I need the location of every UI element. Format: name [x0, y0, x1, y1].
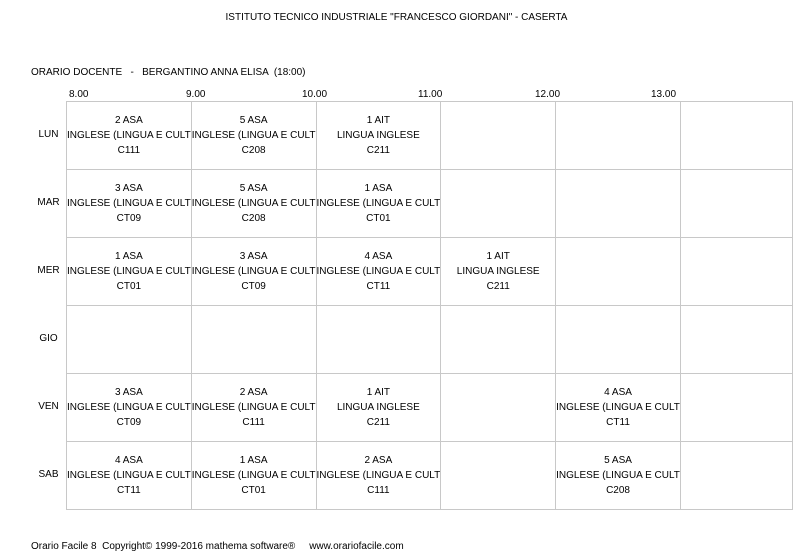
room-code: C111	[117, 145, 141, 156]
lesson-cell	[67, 374, 192, 442]
subject-name: INGLESE (LINGUA E CULT	[191, 130, 316, 141]
day-label: LUN	[38, 129, 59, 140]
empty-cell	[680, 306, 792, 374]
subject-name: INGLESE (LINGUA E CULT	[67, 266, 191, 277]
class-code: 5 ASA	[604, 455, 632, 466]
day-label: VEN	[38, 401, 59, 412]
class-code: 4 ASA	[604, 387, 632, 398]
day-label: SAB	[38, 469, 59, 480]
room-code: C211	[366, 417, 390, 428]
timetable-row	[67, 102, 793, 170]
class-code: 3 ASA	[239, 251, 268, 262]
subject-name: INGLESE (LINGUA E CULT	[67, 402, 191, 413]
subject-name: LINGUA INGLESE	[336, 402, 420, 413]
room-code: CT09	[241, 281, 266, 292]
empty-cell	[556, 102, 681, 170]
day-label: MAR	[37, 197, 60, 208]
class-code: 4 ASA	[364, 251, 393, 262]
empty-cell	[556, 306, 681, 374]
room-code: CT01	[366, 213, 391, 224]
class-code: 1 AIT	[366, 387, 391, 398]
subject-name: INGLESE (LINGUA E CULT	[67, 198, 191, 209]
hour-label: 8.00	[69, 89, 89, 100]
day-label: GIO	[39, 333, 58, 344]
lesson-cell	[67, 170, 192, 238]
lesson-cell	[316, 102, 441, 170]
subject-name: INGLESE (LINGUA E CULT	[316, 266, 441, 277]
subject-name: LINGUA INGLESE	[456, 266, 540, 277]
empty-cell	[67, 306, 192, 374]
empty-cell	[441, 442, 556, 510]
page-title: ISTITUTO TECNICO INDUSTRIALE "FRANCESCO GIORDANI" - CASERTA	[225, 12, 568, 23]
room-code: C208	[241, 213, 266, 224]
lesson-cell	[191, 374, 316, 442]
lesson-cell	[67, 442, 192, 510]
room-code: CT09	[116, 417, 142, 428]
lesson-cell	[191, 170, 316, 238]
hour-label: 9.00	[186, 89, 206, 100]
empty-cell	[316, 306, 441, 374]
lesson-cell	[191, 102, 316, 170]
room-code: CT01	[241, 485, 266, 496]
lesson-cell	[556, 374, 681, 442]
timetable-row	[67, 170, 793, 238]
empty-cell	[441, 170, 556, 238]
empty-cell	[556, 170, 681, 238]
class-code: 5 ASA	[239, 115, 268, 126]
hour-label: 13.00	[651, 89, 677, 100]
hour-label: 12.00	[535, 89, 561, 100]
lesson-cell	[316, 170, 441, 238]
room-code: C111	[367, 485, 390, 496]
class-code: 1 ASA	[114, 251, 143, 262]
class-code: 3 ASA	[114, 387, 143, 398]
lesson-cell	[316, 374, 441, 442]
timetable-grid	[66, 101, 793, 510]
teacher-schedule-subtitle: ORARIO DOCENTE - BERGANTINO ANNA ELISA (18:00)	[31, 67, 306, 78]
subject-name: INGLESE (LINGUA E CULT	[67, 130, 191, 141]
lesson-cell	[67, 102, 192, 170]
subject-name: LINGUA INGLESE	[336, 130, 420, 141]
subject-name: INGLESE (LINGUA E CULT	[316, 470, 441, 481]
class-code: 2 ASA	[239, 387, 268, 398]
subject-name: INGLESE (LINGUA E CULT	[67, 470, 191, 481]
subject-name: INGLESE (LINGUA E CULT	[191, 198, 316, 209]
lesson-cell	[316, 238, 441, 306]
lesson-cell	[556, 442, 681, 510]
timetable-row	[67, 374, 793, 442]
room-code: CT11	[366, 281, 391, 292]
class-code: 2 ASA	[114, 115, 143, 126]
day-label: MER	[37, 265, 60, 276]
empty-cell	[556, 238, 681, 306]
empty-cell	[191, 306, 316, 374]
empty-cell	[680, 442, 792, 510]
empty-cell	[441, 306, 556, 374]
class-code: 1 ASA	[364, 183, 393, 194]
room-code: C211	[366, 145, 390, 156]
timetable-row	[67, 238, 793, 306]
room-code: CT09	[116, 213, 142, 224]
room-code: C111	[242, 417, 265, 428]
lesson-cell	[316, 442, 441, 510]
subject-name: INGLESE (LINGUA E CULT	[556, 402, 680, 413]
subject-name: INGLESE (LINGUA E CULT	[191, 402, 316, 413]
class-code: 5 ASA	[239, 183, 268, 194]
timetable-row	[67, 306, 793, 374]
subject-name: INGLESE (LINGUA E CULT	[556, 470, 680, 481]
room-code: CT11	[606, 417, 630, 428]
room-code: C208	[606, 485, 630, 496]
room-code: C208	[241, 145, 266, 156]
class-code: 4 ASA	[114, 455, 143, 466]
hour-label: 10.00	[302, 89, 328, 100]
empty-cell	[680, 102, 792, 170]
hour-label: 11.00	[418, 89, 443, 100]
lesson-cell	[441, 238, 556, 306]
subject-name: INGLESE (LINGUA E CULT	[191, 470, 316, 481]
class-code: 1 ASA	[239, 455, 268, 466]
class-code: 1 AIT	[486, 251, 510, 262]
empty-cell	[680, 170, 792, 238]
lesson-cell	[67, 238, 192, 306]
room-code: C211	[486, 281, 510, 292]
class-code: 2 ASA	[364, 455, 393, 466]
lesson-cell	[191, 442, 316, 510]
class-code: 3 ASA	[114, 183, 143, 194]
class-code: 1 AIT	[366, 115, 391, 126]
footer-copyright: Orario Facile 8 Copyright© 1999-2016 mathema software® www.orariofacile.com	[31, 541, 404, 552]
lesson-cell	[191, 238, 316, 306]
empty-cell	[441, 374, 556, 442]
empty-cell	[441, 102, 556, 170]
room-code: CT01	[116, 281, 142, 292]
subject-name: INGLESE (LINGUA E CULT	[316, 198, 441, 209]
timetable-row	[67, 442, 793, 510]
empty-cell	[680, 374, 792, 442]
empty-cell	[680, 238, 792, 306]
room-code: CT11	[117, 485, 141, 496]
subject-name: INGLESE (LINGUA E CULT	[191, 266, 316, 277]
